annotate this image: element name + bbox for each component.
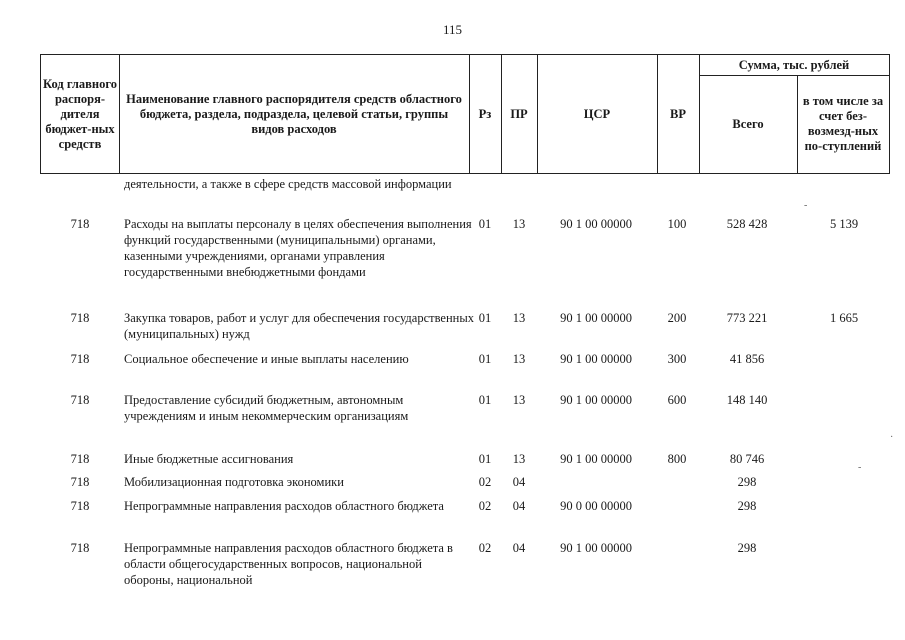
cell-rz: 01 — [478, 393, 492, 407]
header-vr: ВР — [670, 106, 686, 121]
cell-name: Социальное обеспечение и иные выплаты населению — [124, 352, 409, 366]
header-name: Наименование главного распорядителя средств областного бюджета, раздела, подраздела, целевой статьи, группы видов расходов — [126, 91, 462, 136]
cell-total: 298 — [737, 499, 757, 513]
cell-csr: 90 1 00 00000 — [560, 217, 632, 231]
cell-rz: 02 — [478, 541, 492, 555]
cell-name: Мобилизационная подготовка экономики — [124, 475, 344, 489]
cell-free: 5 139 — [829, 217, 859, 231]
header-code: Код главного распоря-дителя бюджет-ных средств — [43, 76, 117, 151]
cell-vr: 800 — [667, 452, 687, 466]
header-pr: ПР — [510, 106, 528, 121]
scan-speck: - — [858, 462, 862, 473]
cell-vr: 100 — [667, 217, 687, 231]
cell-code: 718 — [70, 352, 90, 366]
header-total: Всего — [732, 116, 764, 131]
cell-name: Непрограммные направления расходов областного бюджета в области общегосударственных вопросов, национальной обороны, национальной — [124, 541, 453, 587]
header-rz: Рз — [478, 106, 492, 121]
cell-rz: 01 — [478, 452, 492, 466]
cell-vr: 600 — [667, 393, 687, 407]
cell-total: 773 221 — [726, 311, 768, 325]
cell-csr: 90 1 00 00000 — [560, 393, 632, 407]
cell-total: 298 — [737, 475, 757, 489]
header-csr: ЦСР — [583, 106, 611, 121]
cell-pr: 13 — [512, 311, 526, 325]
cell-total: 528 428 — [726, 217, 768, 231]
cell-name: Иные бюджетные ассигнования — [124, 452, 294, 466]
cell-code: 718 — [70, 541, 90, 555]
cell-rz: 01 — [478, 217, 492, 231]
cell-rz: 01 — [478, 352, 492, 366]
cell-pr: 13 — [512, 452, 526, 466]
cell-code: 718 — [70, 217, 90, 231]
cell-total: 298 — [737, 541, 757, 555]
scan-speck: - — [804, 200, 808, 211]
cell-csr: 90 1 00 00000 — [560, 311, 632, 325]
cell-csr: 90 0 00 00000 — [560, 499, 632, 513]
cell-vr: 300 — [667, 352, 687, 366]
cell-name: Непрограммные направления расходов областного бюджета — [124, 499, 444, 513]
cell-pr: 13 — [512, 217, 526, 231]
cell-csr: 90 1 00 00000 — [560, 541, 632, 555]
cell-free: 1 665 — [829, 311, 859, 325]
header-sum: Сумма, тыс. рублей — [738, 57, 850, 72]
cell-total: 41 856 — [729, 352, 765, 366]
cell-total: 80 746 — [729, 452, 765, 466]
cell-pr: 13 — [512, 352, 526, 366]
cell-csr: 90 1 00 00000 — [560, 452, 632, 466]
cell-pr: 13 — [512, 393, 526, 407]
cell-name: Закупка товаров, работ и услуг для обеспечения государственных (муниципальных) нужд — [124, 311, 475, 341]
cell-csr: 90 1 00 00000 — [560, 352, 632, 366]
cell-rz: 01 — [478, 311, 492, 325]
cell-code: 718 — [70, 499, 90, 513]
page-number: 115 — [442, 22, 463, 37]
cell-code: 718 — [70, 475, 90, 489]
cell-pr: 04 — [512, 475, 526, 489]
scan-speck: · — [890, 432, 894, 443]
header-free: в том числе за счет без-возмезд-ных по-ступлений — [802, 94, 884, 153]
cell-vr: 200 — [667, 311, 687, 325]
cell-code: 718 — [70, 393, 90, 407]
cell-rz: 02 — [478, 475, 492, 489]
cell-rz: 02 — [478, 499, 492, 513]
cell-code: 718 — [70, 311, 90, 325]
cell-name: Предоставление субсидий бюджетным, автономным учреждениям и иным некоммерческим организациям — [124, 393, 409, 423]
cell-total: 148 140 — [726, 393, 768, 407]
cell-pr: 04 — [512, 499, 526, 513]
table-header — [40, 54, 890, 174]
cell-code: 718 — [70, 452, 90, 466]
cell-pr: 04 — [512, 541, 526, 555]
cell-name: Расходы на выплаты персоналу в целях обеспечения выполнения функций государственными (муниципальными) органами, казенными учреждениями, органами управления государственными внебюджетными фондами — [124, 217, 472, 279]
continuation-text: деятельности, а также в сфере средств массовой информации — [124, 177, 452, 191]
